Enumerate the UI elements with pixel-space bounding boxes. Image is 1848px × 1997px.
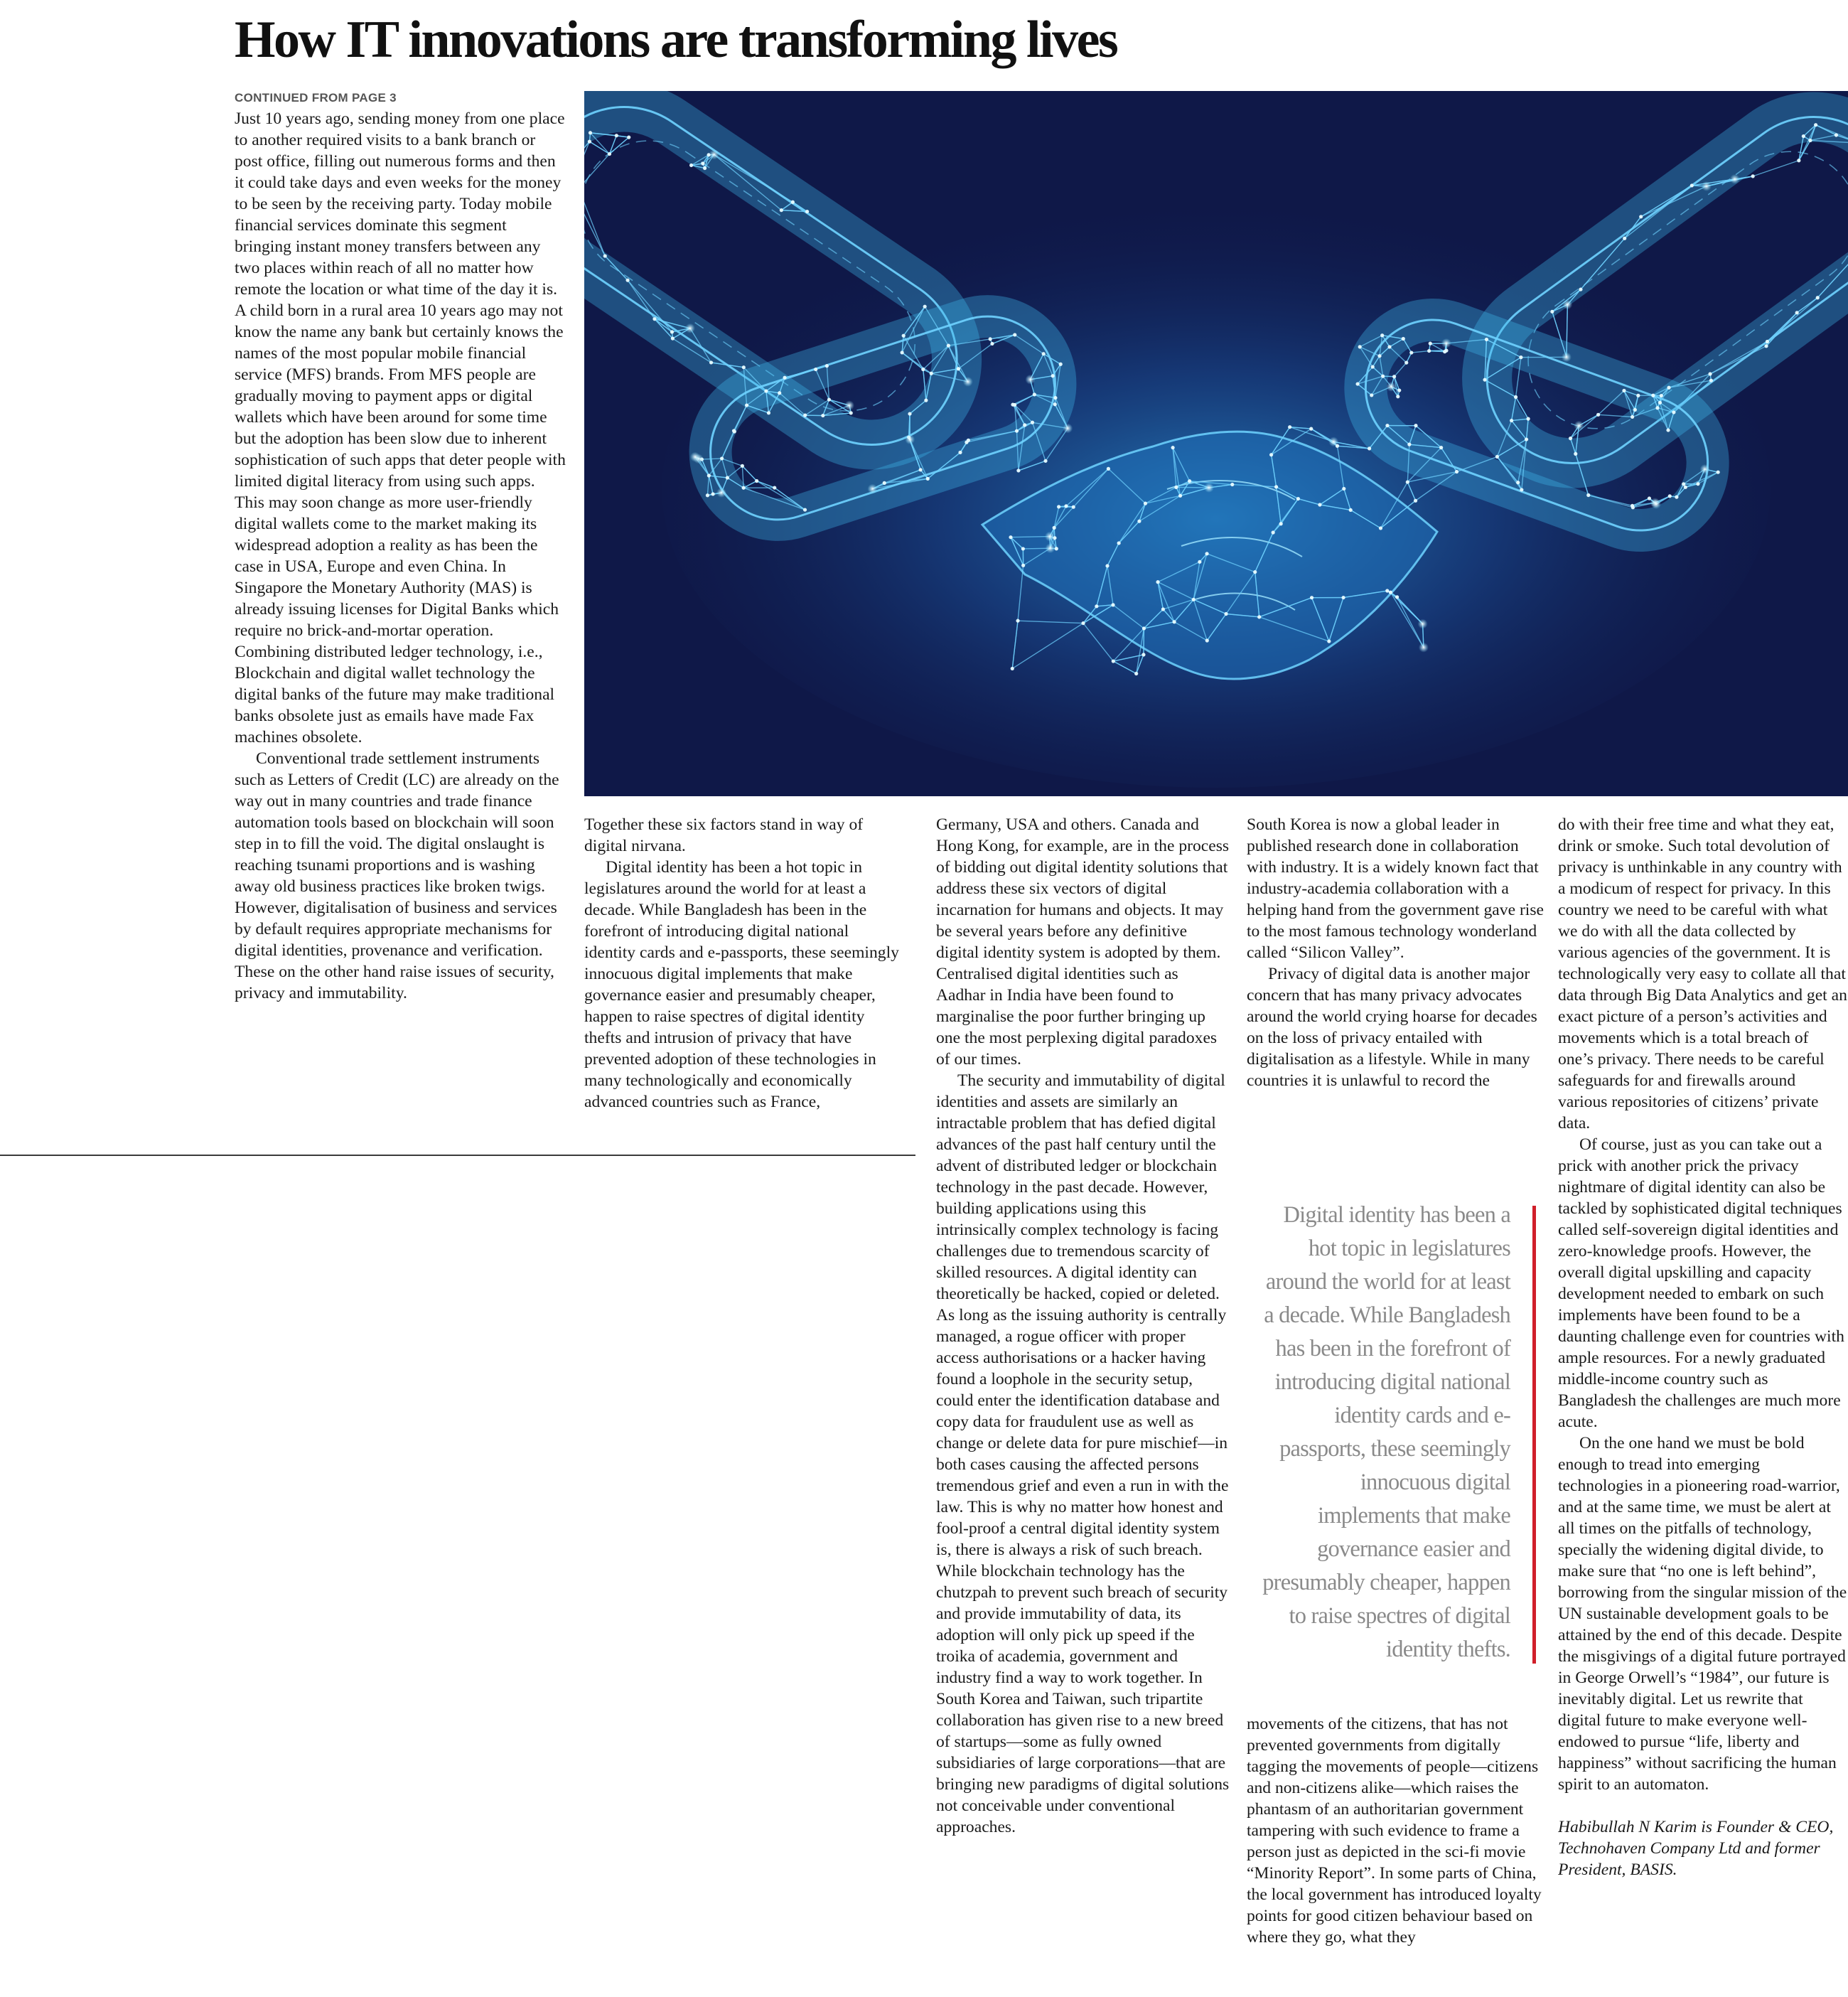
mesh-node xyxy=(764,389,768,392)
mesh-node xyxy=(1011,667,1014,670)
mesh-node xyxy=(1370,393,1373,397)
mesh-node xyxy=(1144,502,1147,505)
mesh-node xyxy=(1288,425,1291,429)
mesh-node xyxy=(1666,428,1670,432)
mesh-node xyxy=(1385,424,1389,427)
mesh-node xyxy=(923,305,927,309)
mesh-node xyxy=(926,477,930,481)
article-column-4-bottom xyxy=(1247,1713,1548,1997)
mesh-node xyxy=(1834,133,1838,136)
mesh-node xyxy=(1485,338,1488,341)
mesh-node xyxy=(778,391,781,395)
paragraph: Just 10 years ago, sending money from one place to another required visits to a bank branch or post office, filling out numerous forms and then it could take days and even weeks for the money to be seen by the receiving party. Today mobile financial services dominate this segment bringing instant money transfers between any two places within reach of all no matter how remote the location or what time of the day it is. A child born in a rural area 10 years ago may not know the name any bank but certainly knows the names of the most popular mobile financial service (MFS) brands. From MFS people are gradually moving to payment apps or digital wallets which have been around for some time but the adoption has been slow due to inherent sophistication of such apps that deter people with limited digital literacy from using such apps. This may soon change as more user-friendly digital wallets come to the market making its widespread adoption a reality as has been the case in USA, Europe and even China. In Singapore the Monetary Authority (MAS) is already issuing licenses for Digital Banks which require no brick-and-mortar operation. Combining distributed ledger technology, i.e., Blockchain and digital wallet technology the digital banks of the future may make traditional banks obsolete just as emails have made Fax machines obsolete. xyxy=(235,109,566,746)
mesh-node xyxy=(1525,437,1528,441)
mesh-node xyxy=(1579,287,1582,291)
mesh-node xyxy=(1198,560,1201,564)
mesh-node xyxy=(1495,455,1499,459)
mesh-node xyxy=(1668,494,1672,498)
mesh-node xyxy=(716,488,726,498)
headline: How IT innovations are transforming lives xyxy=(235,11,1117,69)
mesh-node xyxy=(741,464,744,468)
mesh-node xyxy=(1257,615,1261,619)
author-byline: Habibullah N Karim is Founder & CEO, Technohaven Company Ltd and former President, BASIS. xyxy=(1558,1818,1834,1879)
continued-kicker: CONTINUED FROM PAGE 3 xyxy=(235,91,397,105)
mesh-node xyxy=(1051,374,1055,378)
mesh-node xyxy=(1730,174,1740,184)
mesh-node xyxy=(615,134,618,137)
mesh-node xyxy=(1381,375,1385,378)
illustration-canvas xyxy=(584,91,1848,796)
mesh-node xyxy=(1439,446,1443,449)
mesh-node xyxy=(1802,134,1805,138)
mesh-node xyxy=(1574,421,1584,431)
mesh-node xyxy=(1808,139,1812,142)
mesh-node xyxy=(603,254,607,257)
mesh-node xyxy=(1053,396,1057,400)
mesh-node xyxy=(1514,395,1517,399)
mesh-node xyxy=(1550,310,1554,314)
mesh-node xyxy=(1510,419,1513,422)
mesh-node xyxy=(1702,181,1712,191)
mesh-node xyxy=(1355,382,1359,385)
article-column-2 xyxy=(584,814,903,1155)
mesh-node xyxy=(849,411,853,414)
mesh-node xyxy=(1342,487,1345,491)
mesh-node xyxy=(1633,408,1637,412)
mesh-node xyxy=(825,364,829,368)
mesh-node xyxy=(1814,123,1817,127)
mesh-node xyxy=(1009,535,1012,539)
mesh-node xyxy=(670,330,674,333)
mesh-node xyxy=(1279,522,1283,525)
mesh-node xyxy=(1392,375,1396,378)
mesh-node xyxy=(1224,612,1227,616)
mesh-node xyxy=(1631,504,1634,508)
mesh-node xyxy=(1651,394,1655,397)
mesh-node xyxy=(1112,659,1115,663)
mesh-node xyxy=(814,368,817,371)
mesh-node xyxy=(745,403,748,407)
mesh-node xyxy=(1341,596,1345,599)
mesh-node xyxy=(709,360,713,364)
mesh-node xyxy=(1596,413,1600,417)
mesh-node xyxy=(1377,354,1381,358)
mesh-node xyxy=(924,399,928,402)
mesh-node xyxy=(1015,429,1019,433)
paragraph: The security and immutability of digital identities and assets are similarly an intractable problem that has defied digital advances of the past half century until the advent of distributed ledger or blockchain technology in the past decade. However, building applications using this intrinsically complex technology is facing challenges due to tremendous scarcity of skilled resources. A digital identity can theoretically be hacked, copied or deleted. As long as the issuing authority is centrally managed, a rogue officer with proper access authorisations or a hacker having found a loophole in the security setup, could enter the identification database and copy data for fraudulent use as well as change or delete data for pure mischief—in both cases causing the affected persons tremendous grief and even a run in with the law. This is why no matter how honest and fool-proof a central digital identity system is, there is always a risk of such breach. While blockchain technology has the chutzpah to prevent such breach of security and provide immutability of data, its adoption will only pick up speed if the troika of academia, government and industry find a way to work together. In South Korea and Taiwan, such tripartite collaboration has given rise to a new breed of startups—some as fully owned subsidiaries of large corporations—that are bringing new paradigms of digital solutions not conceivable under conventional approaches. xyxy=(936,1071,1230,1836)
mesh-node xyxy=(1137,520,1141,523)
pull-quote-accent-bar xyxy=(1532,1206,1536,1664)
paragraph: On the one hand we must be bold enough to tread into emerging technologies in a pioneering road-warrior, and at the same time, we must be alert at all times on the pitfalls of technology, specially the widening digital divide, to make sure that “no one is left behind”, borrowing from the singular mission of the UN sustainable development goals to be attained by the end of this decade. Despite the misgivings of a digital future portrayed in George Orwell’s “1984”, our future is inevitably digital. Let us rewrite that digital future to make everyone well-endowed to pursue “life, liberty and happiness” without sacrificing the human spirit to an automaton. xyxy=(1558,1434,1847,1794)
mesh-node xyxy=(720,456,724,460)
mesh-node xyxy=(1274,485,1278,488)
mesh-node xyxy=(1516,481,1520,484)
mesh-node xyxy=(1117,541,1121,545)
mesh-node xyxy=(844,400,854,410)
mesh-node xyxy=(1527,417,1530,421)
mesh-node xyxy=(1161,607,1165,611)
mesh-node xyxy=(1205,552,1208,555)
mesh-node xyxy=(1105,564,1109,567)
mesh-node xyxy=(1636,394,1640,397)
mesh-node xyxy=(1684,486,1687,489)
mesh-node xyxy=(1016,619,1019,623)
mesh-node xyxy=(1658,401,1662,405)
mesh-node xyxy=(1309,427,1313,431)
handshake-chain-illustration xyxy=(584,91,1848,796)
mesh-node xyxy=(1081,621,1085,625)
mesh-node xyxy=(589,131,592,134)
mesh-node xyxy=(958,451,962,454)
mesh-node xyxy=(947,343,950,347)
paragraph: Of course, just as you can take out a prick with another prick the privacy nightmare of digital identity can also be tackled by sophisticated digital techniques called self-sovereign digital identities and zero-knowledge proofs. However, the overall digital upskilling and capacity development needed to embark on such implements have been found to be a daunting challenge even for countries with ample resources. For a newly graduated middle-income country such as Bangladesh the challenges are much more acute. xyxy=(1558,1135,1844,1431)
mesh-node xyxy=(1569,437,1572,440)
mesh-node xyxy=(1013,403,1016,407)
mesh-node xyxy=(1690,183,1694,187)
mesh-node xyxy=(1141,653,1145,656)
mesh-node xyxy=(706,493,709,497)
mesh-node xyxy=(783,376,786,380)
mesh-node xyxy=(1033,392,1036,396)
mesh-node xyxy=(1095,604,1098,608)
mesh-node xyxy=(1520,488,1523,491)
mesh-node xyxy=(827,397,831,401)
mesh-node xyxy=(773,486,776,489)
mesh-node xyxy=(1385,589,1389,592)
mesh-node xyxy=(1025,375,1035,385)
mesh-node xyxy=(608,152,611,156)
mesh-node xyxy=(1709,379,1713,382)
mesh-node xyxy=(1639,215,1643,218)
mesh-node xyxy=(1072,505,1075,509)
paragraph: do with their free time and what they eat, drink or smoke. Such total devolution of privacy is unthinkable in any country with a modicum of respect for privacy. In this country we need to be careful with what we do with all the data collected by various agencies of the government. It is technologically very easy to collate all that data through Big Data Analytics and get an exact picture of a person’s activities and movements which is a total breach of one’s privacy. There needs to be careful safeguards for and firewalls around various repositories of citizens’ private data. xyxy=(1558,815,1847,1133)
mesh-node xyxy=(1483,378,1486,382)
mesh-node xyxy=(1672,410,1675,414)
mesh-node xyxy=(732,429,736,432)
mesh-node xyxy=(1708,372,1712,375)
mesh-node xyxy=(1562,299,1572,309)
mesh-node xyxy=(709,149,719,159)
mesh-node xyxy=(1205,638,1209,642)
mesh-node xyxy=(1327,639,1331,643)
mesh-node xyxy=(1107,467,1110,471)
mesh-node xyxy=(1419,643,1429,653)
mesh-node xyxy=(767,411,770,414)
mesh-node xyxy=(1269,453,1273,456)
mesh-node xyxy=(1766,340,1769,343)
paragraph: Conventional trade settlement instruments such as Letters of Credit (LC) are already on the way out in many countries and trade finance automation tools based on blockchain will soon step in to fill the void. The digital onslaught is reaching tsunami proportions and is washing away old business practices like broken twigs. However, digitalisation of business and services by default requires appropriate mechanisms for digital identities, provenance and verification. These on the other hand raise issues of security, privacy and immutability. xyxy=(235,749,559,1002)
mesh-node xyxy=(821,414,824,417)
mesh-node xyxy=(1064,504,1068,508)
mesh-node xyxy=(1622,389,1626,392)
mesh-node xyxy=(1396,395,1400,398)
mesh-node xyxy=(1156,580,1159,584)
mesh-node xyxy=(711,492,714,496)
mesh-node xyxy=(1111,603,1114,606)
mesh-node xyxy=(905,434,915,444)
pull-quote: Digital identity has been a hot topic in legislatures around the world for at least a decade. While Bangladesh has been in the forefront of introducing digital national identity cards and e-passports, these seemingly innocuous digital implements that make governance easier and presumably cheaper, happen to raise spectres of digital identity thefts. xyxy=(1262,1202,1510,1662)
mesh-node xyxy=(1667,386,1670,390)
mesh-node xyxy=(1318,503,1321,506)
mesh-node xyxy=(671,336,675,340)
mesh-node xyxy=(803,508,807,511)
mesh-node xyxy=(867,484,877,494)
mesh-node xyxy=(1045,532,1055,542)
mesh-node xyxy=(1204,483,1214,493)
mesh-node xyxy=(588,140,591,144)
mesh-node xyxy=(1368,446,1371,450)
mesh-node xyxy=(1349,508,1353,512)
mesh-node xyxy=(1700,464,1710,474)
mesh-node xyxy=(1443,350,1446,353)
mesh-node xyxy=(1059,363,1063,366)
mesh-node xyxy=(1031,421,1034,424)
mesh-node xyxy=(1406,480,1409,483)
mesh-node xyxy=(1402,337,1405,341)
paragraph: Digital identity has been a hot topic in legislatures around the world for at least a decade. While Bangladesh has been in the forefront of introducing digital national identity cards and e-passports, these seemingly innocuous digital implements that make governance easier and presumably cheaper, happen to raise spectres of digital identity thefts and intrusion of privacy that have prevented adoption of these technologies in many technologically and economically advanced countries such as France, xyxy=(584,858,899,1111)
mesh-node xyxy=(791,200,795,204)
paragraph: Together these six factors stand in way of digital nirvana. xyxy=(584,815,864,855)
mesh-node xyxy=(1043,459,1047,463)
mesh-node xyxy=(1441,338,1451,348)
mesh-node xyxy=(780,208,783,212)
article-column-1 xyxy=(235,90,567,1142)
mesh-node xyxy=(625,279,629,282)
mesh-node xyxy=(989,337,992,341)
mesh-node xyxy=(1023,423,1026,427)
mesh-node xyxy=(1586,493,1590,497)
mesh-node xyxy=(1404,361,1408,365)
mesh-node xyxy=(1021,547,1025,550)
mesh-node xyxy=(1409,350,1413,354)
mesh-node xyxy=(627,136,630,139)
mesh-node xyxy=(963,377,973,387)
mesh-node xyxy=(1013,333,1016,336)
mesh-node xyxy=(1660,394,1663,397)
article-column-4-top xyxy=(1247,814,1548,1162)
mesh-node xyxy=(1172,620,1176,623)
mesh-node xyxy=(1519,355,1522,359)
mesh-node xyxy=(1574,452,1577,456)
mesh-node xyxy=(1427,349,1431,353)
mesh-node xyxy=(1562,352,1572,362)
mesh-node xyxy=(1816,296,1820,299)
mesh-node xyxy=(1379,526,1382,530)
mesh-node xyxy=(689,164,693,167)
mesh-node xyxy=(1797,159,1800,162)
mesh-node xyxy=(1021,564,1025,567)
mesh-node xyxy=(1296,497,1300,500)
paragraph: South Korea is now a global leader in published research done in collaboration with industry. It is a widely known fact that industry-academia collaboration with a helping hand from the government gave rise to the most famous technology wonderland called “Silicon Valley”. xyxy=(1247,815,1545,962)
mesh-node xyxy=(1142,626,1146,630)
mesh-node xyxy=(1655,406,1659,409)
mesh-node xyxy=(1397,388,1401,392)
mesh-node xyxy=(1053,526,1056,530)
mesh-node xyxy=(883,481,886,485)
mesh-node xyxy=(726,476,729,479)
mesh-node xyxy=(742,365,746,369)
mesh-node xyxy=(957,367,960,370)
mesh-node xyxy=(1192,598,1196,601)
mesh-node xyxy=(1386,382,1396,392)
mesh-node xyxy=(1418,619,1428,629)
paragraph: Germany, USA and others. Canada and Hong Kong, for example, are in the process of bidding out digital identity solutions that address these six vectors of digital incarnation for humans and objects. It may be several years before any definitive digital identity system is adopted by them. Centralised digital identities such as Aadhar in India have been found to marginalise the poor further bringing up one the most perplexing digital paradoxes of our times. xyxy=(936,815,1230,1069)
mesh-node xyxy=(1053,402,1057,406)
mesh-node xyxy=(1042,352,1046,355)
mesh-node xyxy=(755,479,758,483)
mesh-node xyxy=(1336,444,1339,448)
mesh-node xyxy=(690,452,700,462)
mesh-node xyxy=(1046,543,1055,553)
mesh-node xyxy=(1134,672,1138,675)
mesh-node xyxy=(1764,344,1768,348)
mesh-node xyxy=(742,486,746,490)
mesh-node xyxy=(1310,596,1314,599)
paragraph: movements of the citizens, that has not prevented governments from digitally tagging the movements of people—citizens and non-citizens alike—which raises the phantasm of an authoritarian government tampering with such evidence to frame a person just as depicted in the sci-fi movie “Minority Report”. In some parts of China, the local government has introduced loyalty points for good citizen behaviour based on where they go, what they xyxy=(1247,1715,1542,1947)
mesh-node xyxy=(1389,591,1392,594)
mesh-node xyxy=(803,414,807,417)
mesh-node xyxy=(1651,499,1661,509)
mesh-node xyxy=(805,210,809,213)
mesh-node xyxy=(1387,345,1391,348)
mesh-node xyxy=(1380,333,1384,337)
mesh-node xyxy=(703,166,707,170)
mesh-node xyxy=(1407,443,1411,446)
mesh-node xyxy=(1414,499,1417,503)
mesh-node xyxy=(1174,486,1178,489)
mesh-node xyxy=(1717,471,1720,474)
mesh-node xyxy=(1016,469,1020,472)
mesh-node xyxy=(1230,483,1234,486)
mesh-node xyxy=(1751,174,1755,178)
mesh-node xyxy=(1682,482,1685,486)
mesh-node xyxy=(990,342,994,346)
mesh-node xyxy=(1272,530,1275,534)
mesh-node xyxy=(1358,345,1362,348)
mesh-node xyxy=(1414,424,1417,427)
article-column-3 xyxy=(936,814,1230,1997)
mesh-node xyxy=(1063,423,1073,433)
mesh-node xyxy=(1371,365,1375,368)
mesh-node xyxy=(902,334,906,338)
mesh-node xyxy=(1188,479,1191,483)
mesh-node xyxy=(967,439,970,442)
mesh-node xyxy=(1455,470,1458,473)
mesh-node xyxy=(1171,446,1174,449)
mesh-node xyxy=(921,368,925,371)
article-column-5 xyxy=(1558,814,1848,1997)
mesh-node xyxy=(1795,311,1799,314)
mesh-node xyxy=(1631,415,1634,419)
mesh-node xyxy=(1178,494,1182,498)
mesh-node xyxy=(1395,595,1399,599)
mesh-node xyxy=(701,161,704,165)
mesh-node xyxy=(1696,482,1699,486)
mesh-node xyxy=(930,372,933,375)
mesh-node xyxy=(685,323,695,333)
mesh-node xyxy=(652,317,656,321)
mesh-node xyxy=(1675,496,1678,499)
mesh-node xyxy=(707,473,711,477)
mesh-node xyxy=(1623,237,1626,240)
mesh-node xyxy=(1253,570,1257,574)
mesh-node xyxy=(1057,505,1060,508)
mesh-node xyxy=(908,412,911,415)
mesh-node xyxy=(919,468,923,471)
mesh-node xyxy=(1429,342,1432,346)
paragraph: Privacy of digital data is another major concern that has many privacy advocates around the world crying hoarse for decades on the loss of privacy entailed with digitalisation as a lifestyle. While in many countries it is unlawful to record the xyxy=(1247,965,1537,1090)
mesh-node xyxy=(1648,496,1651,500)
mesh-node xyxy=(901,350,904,354)
